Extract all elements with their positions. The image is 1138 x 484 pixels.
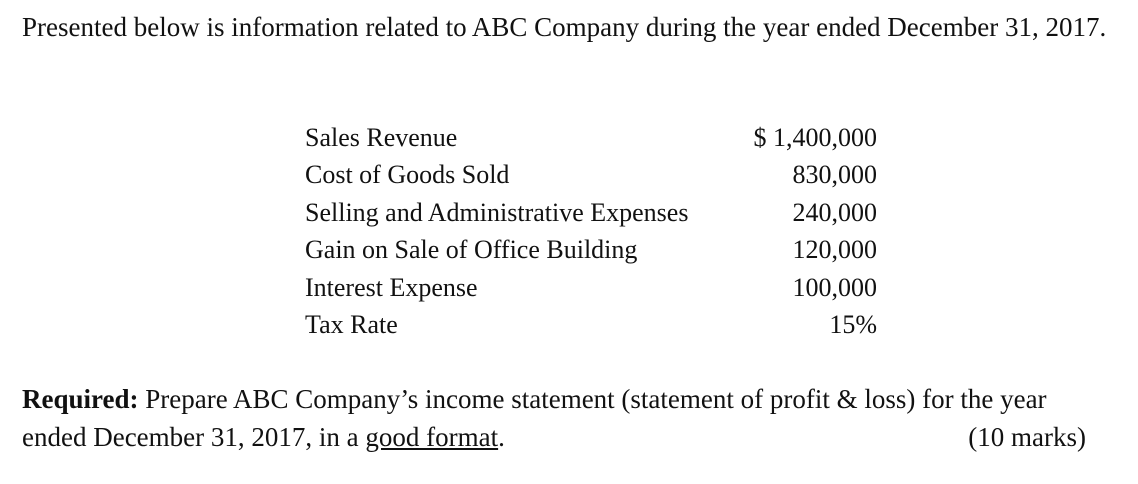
table-row [305,307,877,345]
required-line-2-text [22,418,505,456]
table-row [305,232,877,270]
item-amount: 100,000 [792,272,877,302]
item-label: Interest Expense [305,272,478,302]
item-amount: 830,000 [792,160,877,190]
required-paragraph [22,380,1086,456]
item-amount: 120,000 [792,235,877,265]
required-line-2 [22,418,1086,456]
item-label: Selling and Administrative Expenses [305,197,689,227]
required-line-2-suffix: . [498,422,505,452]
item-label: Sales Revenue [305,122,458,152]
marks-label: (10 marks) [968,422,1086,452]
table-row [305,119,877,157]
item-amount: 15% [829,310,877,340]
required-underlined-text: good format [365,422,499,452]
intro-paragraph: Presented below is information related to ABC Company during the year ended December 31, 2017. [22,12,1107,42]
table-row [305,157,877,195]
financial-data-table [305,119,877,344]
required-line-1-text: Prepare ABC Company’s income statement (statement of profit & loss) for the year [138,384,1047,414]
item-label: Cost of Goods Sold [305,160,510,190]
item-label: Tax Rate [305,310,398,340]
table-row [305,194,877,232]
required-label: Required: [22,384,139,414]
item-label: Gain on Sale of Office Building [305,235,638,265]
required-line-1 [22,380,1086,418]
item-amount: $ 1,400,000 [753,122,877,152]
table-row [305,269,877,307]
item-amount: 240,000 [792,197,877,227]
required-line-2-prefix: ended December 31, 2017, in a [22,422,366,452]
